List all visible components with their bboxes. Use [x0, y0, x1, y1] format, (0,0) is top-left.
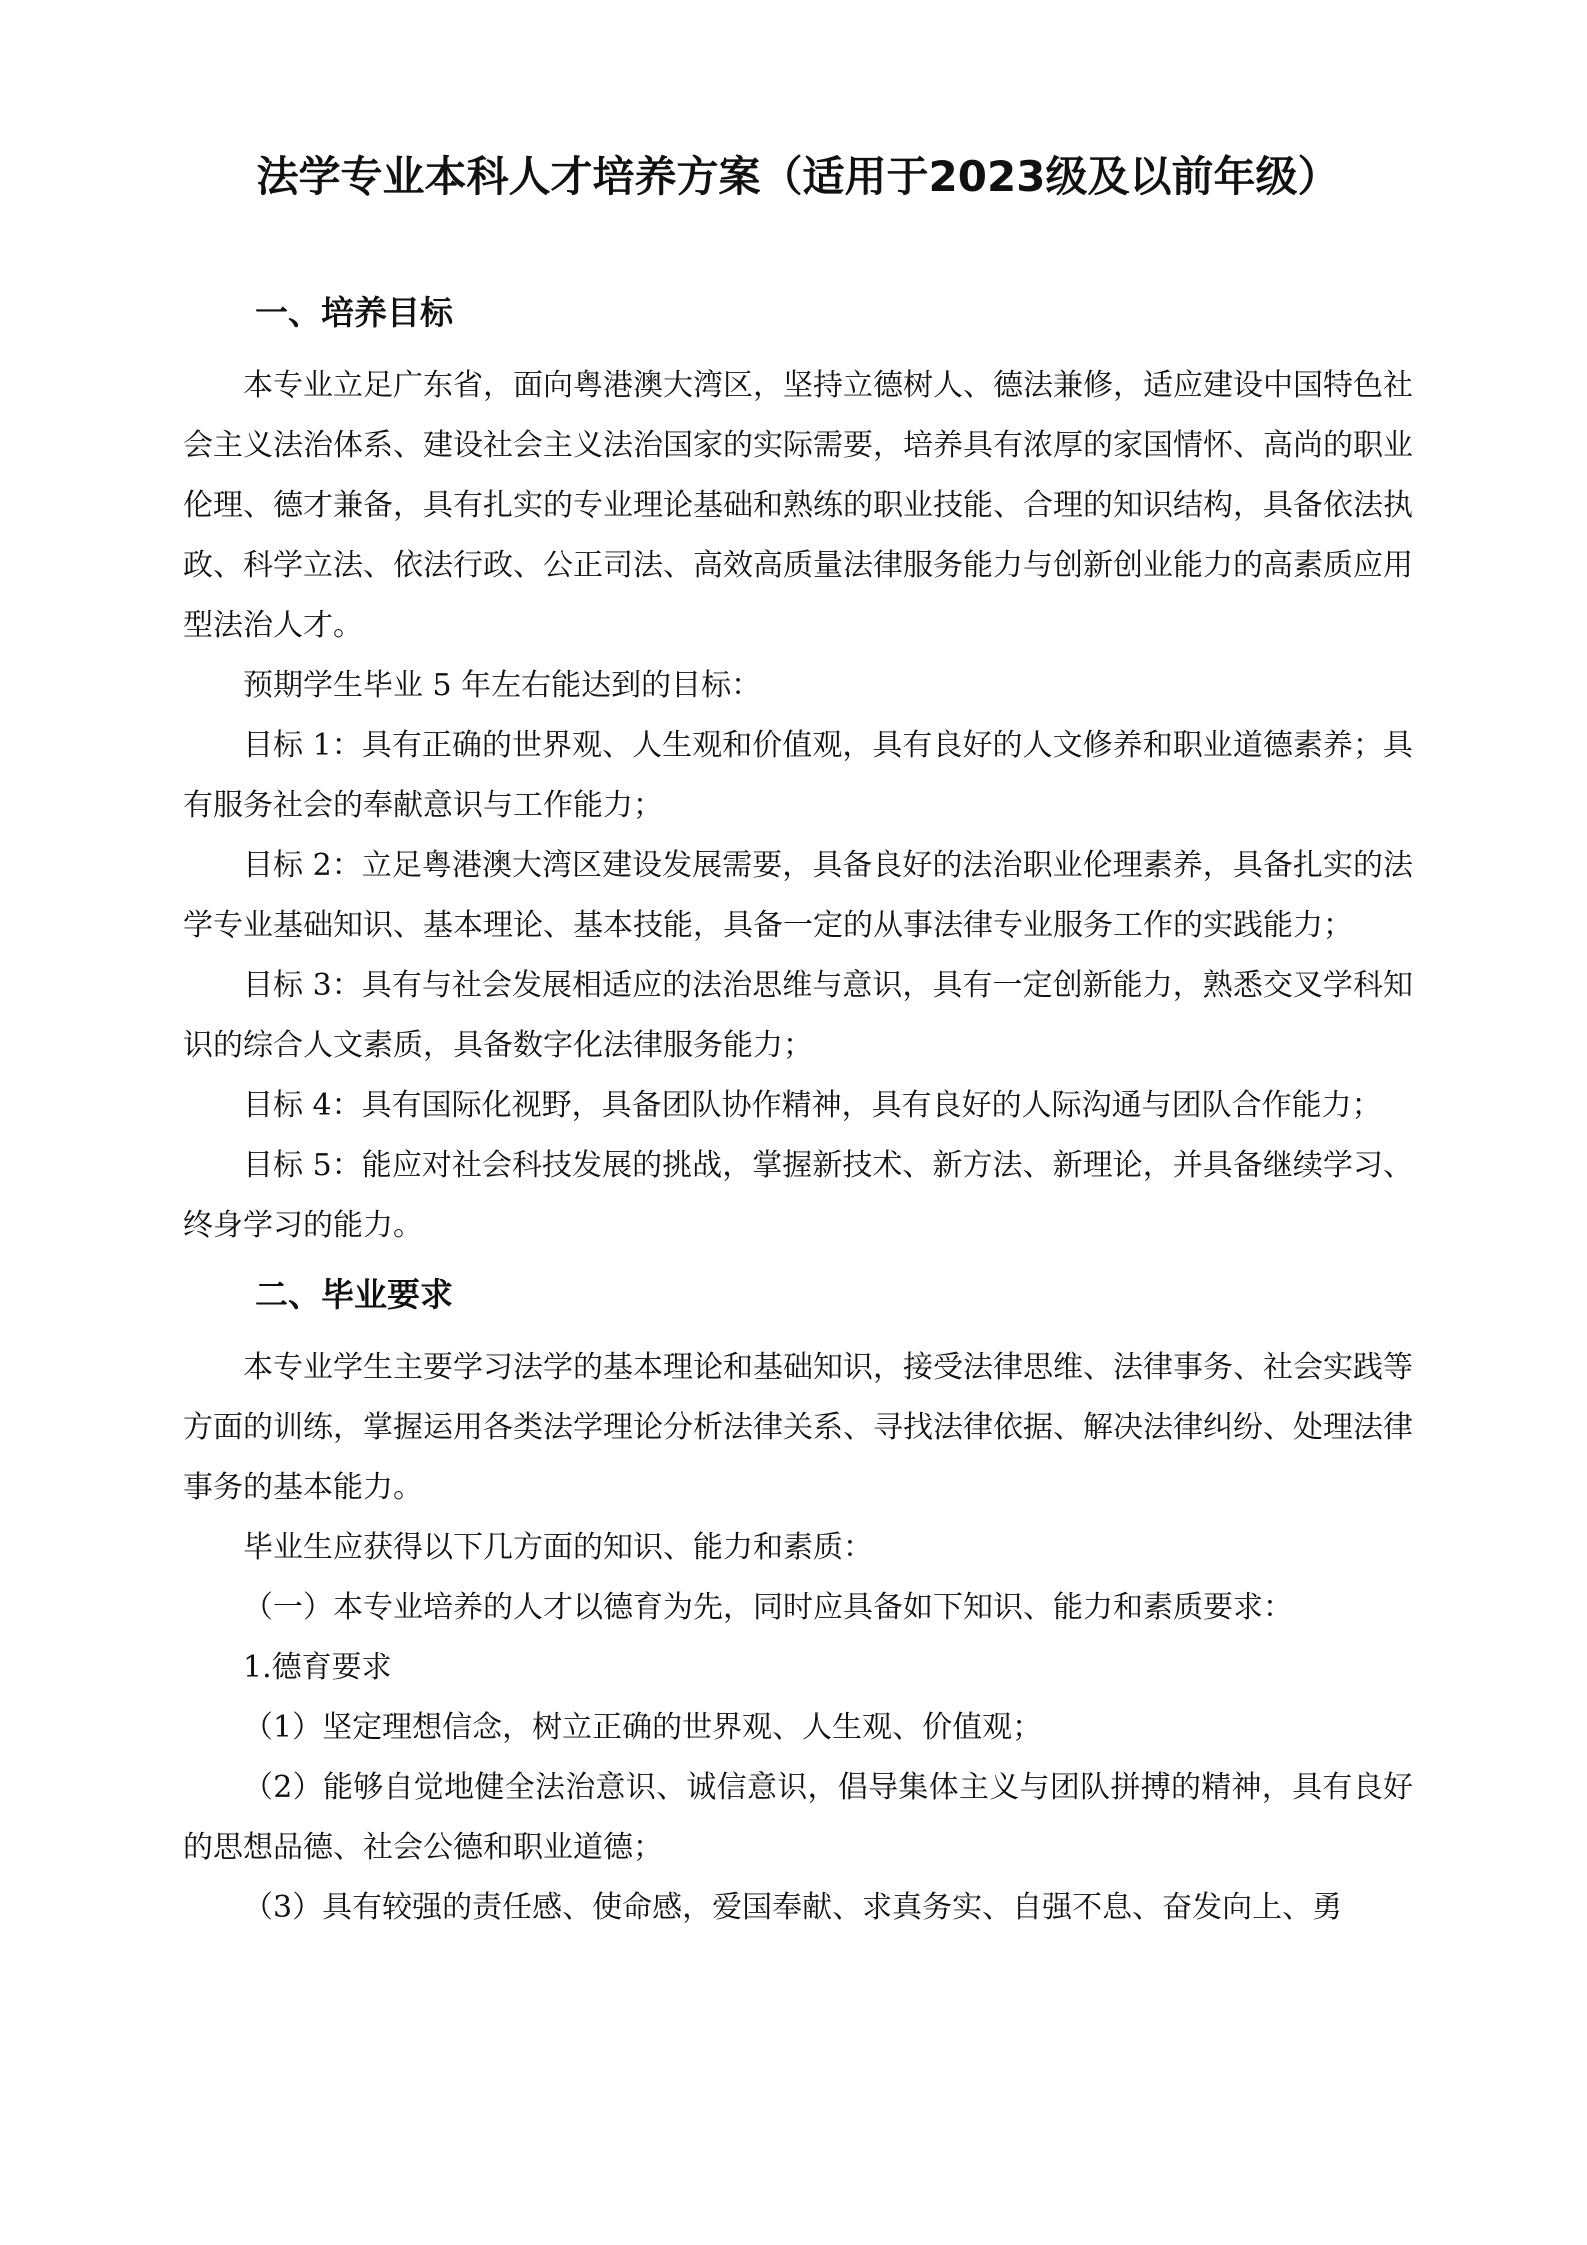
document-title: 法学专业本科人才培养方案（适用于2023级及以前年级） — [256, 152, 1340, 201]
paragraph: （2）能够自觉地健全法治意识、诚信意识，倡导集体主义与团队拼搏的精神，具有良好的思想品德、社会公德和职业道德； — [183, 1770, 1413, 1865]
paragraph: （3）具有较强的责任感、使命感，爱国奉献、求真务实、自强不息、奋发向上、勇 — [243, 1890, 1343, 1925]
paragraph: 目标 5：能应对社会科技发展的挑战，掌握新技术、新方法、新理论，并具备继续学习、终身学习的能力。 — [183, 1148, 1413, 1243]
section-heading-training-goals: 一、培养目标 — [255, 293, 453, 332]
paragraph: 目标 4：具有国际化视野，具备团队协作精神，具有良好的人际沟通与团队合作能力； — [243, 1088, 1382, 1123]
paragraph: 毕业生应获得以下几方面的知识、能力和素质： — [243, 1530, 873, 1565]
paragraph: （一）本专业培养的人才以德育为先，同时应具备如下知识、能力和素质要求： — [243, 1590, 1293, 1625]
section-heading-graduation-requirements: 二、毕业要求 — [255, 1275, 453, 1314]
paragraph: 预期学生毕业 5 年左右能达到的目标： — [243, 668, 762, 703]
paragraph: 本专业学生主要学习法学的基本理论和基础知识，接受法律思维、法律事务、社会实践等方面的训练，掌握运用各类法学理论分析法律关系、寻找法律依据、解决法律纠纷、处理法律事务的基本能力。 — [183, 1350, 1413, 1505]
paragraph: （1）坚定理想信念，树立正确的世界观、人生观、价值观； — [243, 1710, 1043, 1745]
document-page — [183, 150, 1413, 1938]
paragraph: 1.德育要求 — [243, 1650, 392, 1685]
paragraph: 目标 3：具有与社会发展相适应的法治思维与意识，具有一定创新能力，熟悉交叉学科知识的综合人文素质，具备数字化法律服务能力； — [183, 968, 1413, 1063]
paragraph: 目标 1：具有正确的世界观、人生观和价值观，具有良好的人文修养和职业道德素养；具有服务社会的奉献意识与工作能力； — [183, 728, 1413, 823]
paragraph: 本专业立足广东省，面向粤港澳大湾区，坚持立德树人、德法兼修，适应建设中国特色社会主义法治体系、建设社会主义法治国家的实际需要，培养具有浓厚的家国情怀、高尚的职业伦理、德才兼备，具有扎实的专业理论基础和熟练的职业技能、合理的知识结构，具备依法执政、科学立法、依法行政、公正司法、高效高质量法律服务能力与创新创业能力的高素质应用型法治人才。 — [183, 368, 1413, 643]
paragraph: 目标 2：立足粤港澳大湾区建设发展需要，具备良好的法治职业伦理素养，具备扎实的法学专业基础知识、基本理论、基本技能，具备一定的从事法律专业服务工作的实践能力； — [183, 848, 1413, 943]
